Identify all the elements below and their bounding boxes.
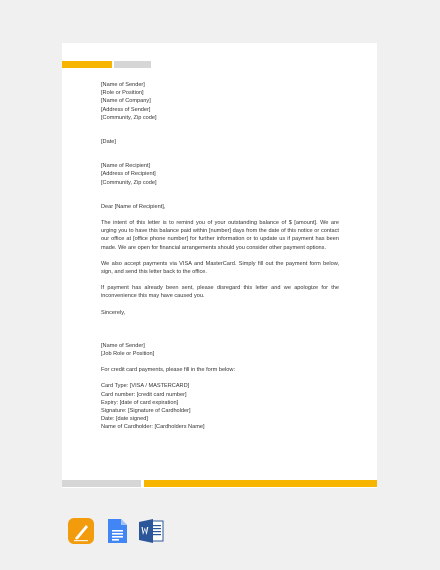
recipient-block [101, 162, 339, 187]
sender-line: [Community, Zip code] [101, 114, 157, 121]
salutation: Dear [Name of Recipient], [101, 203, 166, 210]
recipient-line: [Address of Recipient] [101, 171, 156, 178]
signature-line: [Job Role or Position] [101, 351, 155, 358]
recipient-line: [Name of Recipient] [101, 163, 151, 170]
header-gray-bar [114, 61, 151, 68]
form-line: Date: [date signed] [101, 416, 148, 423]
header-accent-bar [62, 61, 112, 68]
recipient-line: [Community, Zip code] [101, 179, 157, 186]
footer-gray-bar [62, 480, 141, 487]
form-line: Name of Cardholder: [Cardholders Name] [101, 424, 205, 431]
signature-block [101, 342, 339, 358]
body-paragraph: If payment has already been sent, please disregard this letter and we apologize for the inconvenience this may have caused you. [101, 285, 339, 300]
sender-line: [Address of Sender] [101, 106, 151, 113]
payment-form [101, 382, 339, 431]
form-line: Expiry: [date of card expiration] [101, 399, 179, 406]
google-docs-icon[interactable] [104, 518, 130, 544]
body-paragraph: The intent of this letter is to remind you of your outstanding balance of $ [amount]. We are urging you to have this balance paid within [number] days from the date of this notice or contact our office at [office phone number] for further information or to update us if payment has been made. We are open for financial arrangements should you consider other payment options. [101, 220, 339, 251]
sender-block [101, 81, 339, 122]
sender-line: [Role or Position] [101, 90, 144, 97]
signature-line: [Name of Sender] [101, 342, 145, 349]
footer-accent-bar [144, 480, 377, 487]
body-paragraph: We also accept payments via VISA and MasterCard. Simply fill out the payment form below, sign, and send this letter back to the office. [101, 260, 339, 276]
letter-date: [Date] [101, 139, 116, 146]
form-line: Card number: [credit card number] [101, 391, 187, 398]
letter-body [101, 81, 339, 432]
form-intro: For credit card payments, please fill in the form below: [101, 367, 235, 374]
pages-app-icon[interactable] [68, 518, 94, 544]
closing: Sincerely, [101, 309, 126, 316]
sender-line: [Name of Company] [101, 98, 151, 105]
form-line: Signature: [Signature of Cardholder] [101, 408, 191, 415]
microsoft-word-icon[interactable] [138, 518, 164, 544]
sender-line: [Name of Sender] [101, 82, 145, 88]
form-line: Card Type: [VISA / MASTERCARD] [101, 383, 190, 390]
